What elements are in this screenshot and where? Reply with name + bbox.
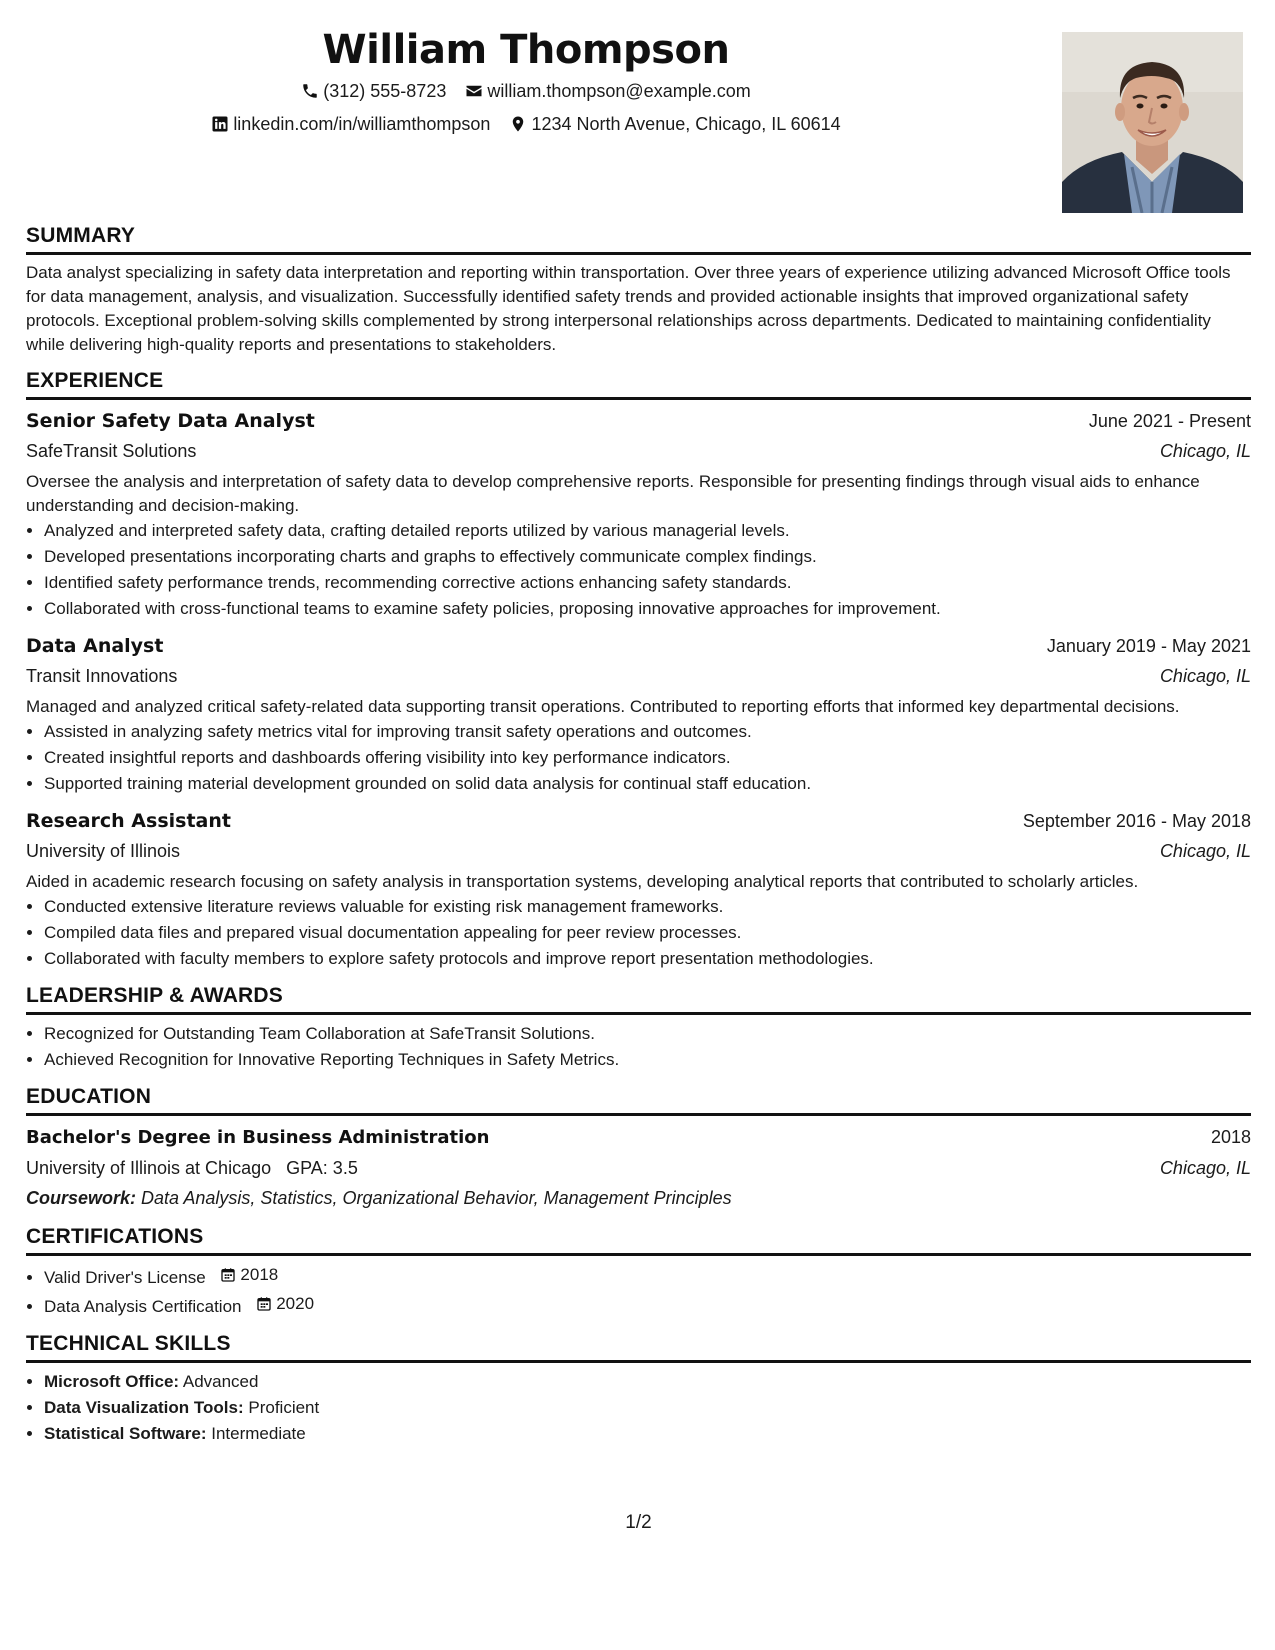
leadership-item: • Achieved Recognition for Innovative Reporting Techniques in Safety Metrics. — [44, 1047, 1251, 1073]
skill-item — [44, 1395, 1251, 1421]
experience-section — [26, 367, 1251, 972]
skill-category: Data Visualization Tools: — [44, 1398, 244, 1417]
certifications-heading: CERTIFICATIONS — [26, 1223, 1251, 1256]
map-pin-icon — [509, 115, 527, 133]
skill-level: Intermediate — [211, 1424, 306, 1443]
job-bullets — [26, 719, 1251, 797]
job-company-row — [26, 836, 1251, 866]
leadership-heading: LEADERSHIP & AWARDS — [26, 982, 1251, 1015]
leadership-list — [26, 1021, 1251, 1073]
job-company: SafeTransit Solutions — [26, 441, 197, 461]
school-name: University of Illinois at Chicago — [26, 1158, 272, 1178]
phone-contact[interactable] — [301, 76, 446, 106]
job-company: University of Illinois — [26, 841, 181, 861]
degree-row — [26, 1122, 1251, 1153]
job-bullet: • Created insightful reports and dashboards offering visibility into key performance indicators. — [44, 745, 1251, 771]
job-company: Transit Innovations — [26, 666, 178, 686]
skill-item — [44, 1421, 1251, 1447]
job-location: Chicago, IL — [1159, 441, 1251, 461]
leadership-item: • Recognized for Outstanding Team Collaboration at SafeTransit Solutions. — [44, 1021, 1251, 1047]
job-company-row — [26, 436, 1251, 466]
phone-icon — [301, 82, 319, 100]
address-contact — [509, 109, 840, 139]
email-text: william.thompson@example.com — [487, 81, 751, 101]
email-contact[interactable] — [465, 76, 750, 106]
job-title-row — [26, 806, 1251, 836]
job-bullet: • Collaborated with cross-functional teams to examine safety policies, proposing innovative approaches for improvement. — [44, 596, 1251, 622]
job-bullet: • Collaborated with faculty members to explore safety protocols and improve report presentation methodologies. — [44, 946, 1251, 972]
skill-category: Statistical Software: — [44, 1424, 207, 1443]
linkedin-icon — [211, 115, 229, 133]
job-bullet: • Analyzed and interpreted safety data, crafting detailed reports utilized by various managerial levels. — [44, 518, 1251, 544]
degree-year: 2018 — [1210, 1127, 1251, 1147]
job-company-row — [26, 661, 1251, 691]
certification-date — [220, 1262, 278, 1288]
phone-text: (312) 555-8723 — [323, 81, 447, 101]
resume-page — [26, 22, 1251, 1533]
job-bullet: • Assisted in analyzing safety metrics vital for improving transit safety operations and outcomes. — [44, 719, 1251, 745]
job-title: Data Analyst — [26, 635, 164, 657]
experience-heading: EXPERIENCE — [26, 367, 1251, 400]
header-info — [26, 22, 1026, 142]
job-bullet: • Developed presentations incorporating charts and graphs to effectively communicate complex findings. — [44, 544, 1251, 570]
school-location: Chicago, IL — [1159, 1158, 1251, 1178]
skills-section — [26, 1330, 1251, 1447]
profile-photo — [1062, 32, 1243, 213]
job-bullet: • Supported training material development grounded on solid data analysis for continual staff education. — [44, 771, 1251, 797]
certification-name: Data Analysis Certification — [44, 1297, 242, 1316]
coursework-line — [26, 1183, 1251, 1213]
school-row — [26, 1153, 1251, 1183]
skill-category: Microsoft Office: — [44, 1372, 180, 1391]
job-dates: June 2021 - Present — [1088, 411, 1251, 431]
education-section — [26, 1083, 1251, 1213]
job-title-row — [26, 631, 1251, 661]
resume-header — [26, 22, 1251, 212]
certification-date — [256, 1291, 314, 1317]
job-entry — [26, 631, 1251, 797]
certifications-section — [26, 1223, 1251, 1320]
contact-line-1 — [26, 76, 1026, 109]
portrait-illustration — [1062, 32, 1243, 213]
education-heading: EDUCATION — [26, 1083, 1251, 1116]
job-title-row — [26, 406, 1251, 436]
linkedin-contact[interactable] — [211, 109, 490, 139]
skills-heading: TECHNICAL SKILLS — [26, 1330, 1251, 1363]
job-bullets — [26, 518, 1251, 622]
job-bullet: • Identified safety performance trends, recommending corrective actions enhancing safety standards. — [44, 570, 1251, 596]
gpa: GPA: 3.5 — [286, 1158, 358, 1178]
job-location: Chicago, IL — [1159, 841, 1251, 861]
skill-level: Advanced — [182, 1372, 259, 1391]
page-number: 1/2 — [625, 1512, 652, 1533]
coursework-label: Coursework: — [26, 1188, 137, 1208]
contact-line-2 — [26, 109, 1026, 142]
certification-name: Valid Driver's License — [44, 1268, 206, 1287]
job-description: Aided in academic research focusing on safety analysis in transportation systems, developing analytical reports that contributed to scholarly articles. — [26, 872, 1139, 891]
job-bullet: • Conducted extensive literature reviews valuable for existing risk management frameworks. — [44, 894, 1251, 920]
job-entry — [26, 406, 1251, 622]
calendar-icon — [256, 1296, 272, 1312]
skills-list — [26, 1369, 1251, 1447]
summary-section — [26, 222, 1251, 357]
job-entry — [26, 806, 1251, 972]
address-text: 1234 North Avenue, Chicago, IL 60614 — [531, 114, 841, 134]
job-bullet: • Compiled data files and prepared visual documentation appealing for peer review processes. — [44, 920, 1251, 946]
coursework-text: Data Analysis, Statistics, Organizational Behavior, Management Principles — [141, 1188, 732, 1208]
job-dates: January 2019 - May 2021 — [1046, 636, 1251, 656]
job-dates: September 2016 - May 2018 — [1022, 811, 1251, 831]
leadership-section — [26, 982, 1251, 1073]
summary-heading: SUMMARY — [26, 222, 1251, 255]
job-description: Oversee the analysis and interpretation of safety data to develop comprehensive reports. Responsible for presenting findings through visual aids to enhance understanding and decision-making. — [26, 472, 1200, 515]
job-description: Managed and analyzed critical safety-related data supporting transit operations. Contributed to reporting efforts that informed key departmental decisions. — [26, 697, 1180, 716]
candidate-name: William Thompson — [322, 27, 730, 73]
skill-level: Proficient — [248, 1398, 320, 1417]
certification-item — [44, 1262, 1251, 1291]
certifications-list — [26, 1262, 1251, 1320]
linkedin-text: linkedin.com/in/williamthompson — [233, 114, 491, 134]
calendar-icon — [220, 1267, 236, 1283]
certification-year: 2020 — [276, 1294, 315, 1313]
job-title: Senior Safety Data Analyst — [26, 410, 315, 432]
job-bullets — [26, 894, 1251, 972]
degree-title: Bachelor's Degree in Business Administration — [26, 1127, 490, 1148]
school-info — [26, 1153, 358, 1183]
summary-text: Data analyst specializing in safety data interpretation and reporting within transportation. Over three years of experience utilizing advanced Microsoft Office tools for data management, analysis, and visualization. Successfully identified safety trends and provided actionable insights that improved organizational safety protocols. Exceptional problem-solving skills complemented by strong interpersonal relationships across departments. Dedicated to maintaining confidentiality while delivering high-quality reports and presentations to stakeholders. — [26, 263, 1231, 354]
skill-item — [44, 1369, 1251, 1395]
certification-year: 2018 — [240, 1265, 279, 1284]
envelope-icon — [465, 82, 483, 100]
job-title: Research Assistant — [26, 810, 231, 832]
certification-item — [44, 1291, 1251, 1320]
job-location: Chicago, IL — [1159, 666, 1251, 686]
